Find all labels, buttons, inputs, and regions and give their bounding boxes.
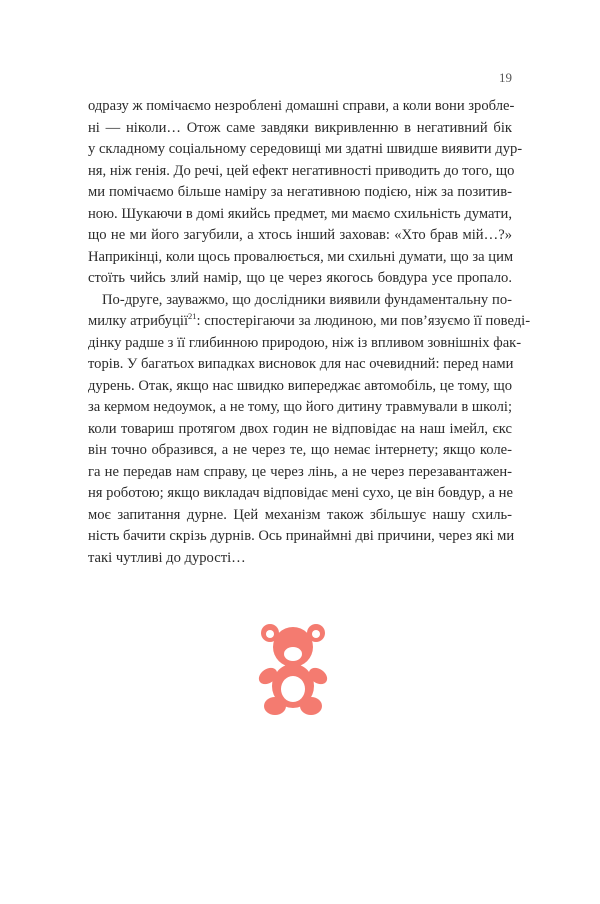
text-line: ня роботою; якщо викладач відповідає мені сухо, це він бовдур, а не [88,485,513,501]
footnote-marker[interactable]: 21 [188,311,197,322]
teddy-bear-icon [256,620,330,716]
text-line: ми помічаємо більше наміру за негативною подією, ніж за позитив- [88,184,512,200]
text-line: дінку радше з її глибинною природою, ніж із впливом зовнішніх фак- [88,334,522,351]
text-segment: милку атрибуції [88,313,189,329]
text-line: такі чутливі до дурості… [88,549,246,566]
text-line: ня, ніж генія. До речі, цей ефект негативності приводить до того, що [88,162,515,179]
text-line-with-footnote [88,311,531,333]
text-segment: : спостерігаючи за людиною, ми пов’язуємо її поведі- [196,313,531,329]
body-text [88,96,531,569]
text-line: ність бачити скрізь дурнів. Ось принаймні дві причини, через які ми [88,528,515,544]
text-line: Наприкінці, коли щось провалюється, ми схильні думати, що за цим [88,248,514,265]
text-line: По-друге, зауважмо, що дослідники виявили фундаментальну по- [102,291,512,308]
paragraph-1 [88,96,523,290]
text-line: дурень. Отак, якщо нас швидко випереджає автомобіль, це тому, що [88,377,512,394]
text-line: що не ми його загубили, а хтось інший заховав: «Хто брав мій…?» [88,227,512,243]
text-line: моє запитання дурне. Цей механізм також збільшує нашу схиль- [88,506,512,523]
text-line: у складному соціальному середовищі ми здатні швидше виявити дур- [88,141,523,157]
text-line: ні — ніколи… Отож саме завдяки викривленню в негативний бік [88,119,512,136]
text-line: він точно образився, а не через те, що немає інтернету; якщо коле- [88,442,512,458]
text-line: торів. У багатьох випадках висновок для нас очевидний: перед нами [88,356,514,372]
text-line: ною. Шукаючи в домі якийсь предмет, ми маємо схильність думати, [88,205,512,222]
text-line: за кермом недоумок, а не тому, що його дитину травмували в школі; [88,399,512,415]
text-line: одразу ж помічаємо незроблені домашні справи, а коли вони зробле- [88,98,515,114]
text-line: га не передав нам справу, це через лінь, а не через перезавантажен- [88,463,512,480]
text-line: стоїть чийсь злий намір, що це через якогось бовдура усе пропало. [88,270,512,286]
text-line: коли товариш протягом двох годин не відповідає на наш імейл, єкс [88,420,512,437]
paragraph-2 [88,290,531,570]
page-number: 19 [499,70,512,85]
